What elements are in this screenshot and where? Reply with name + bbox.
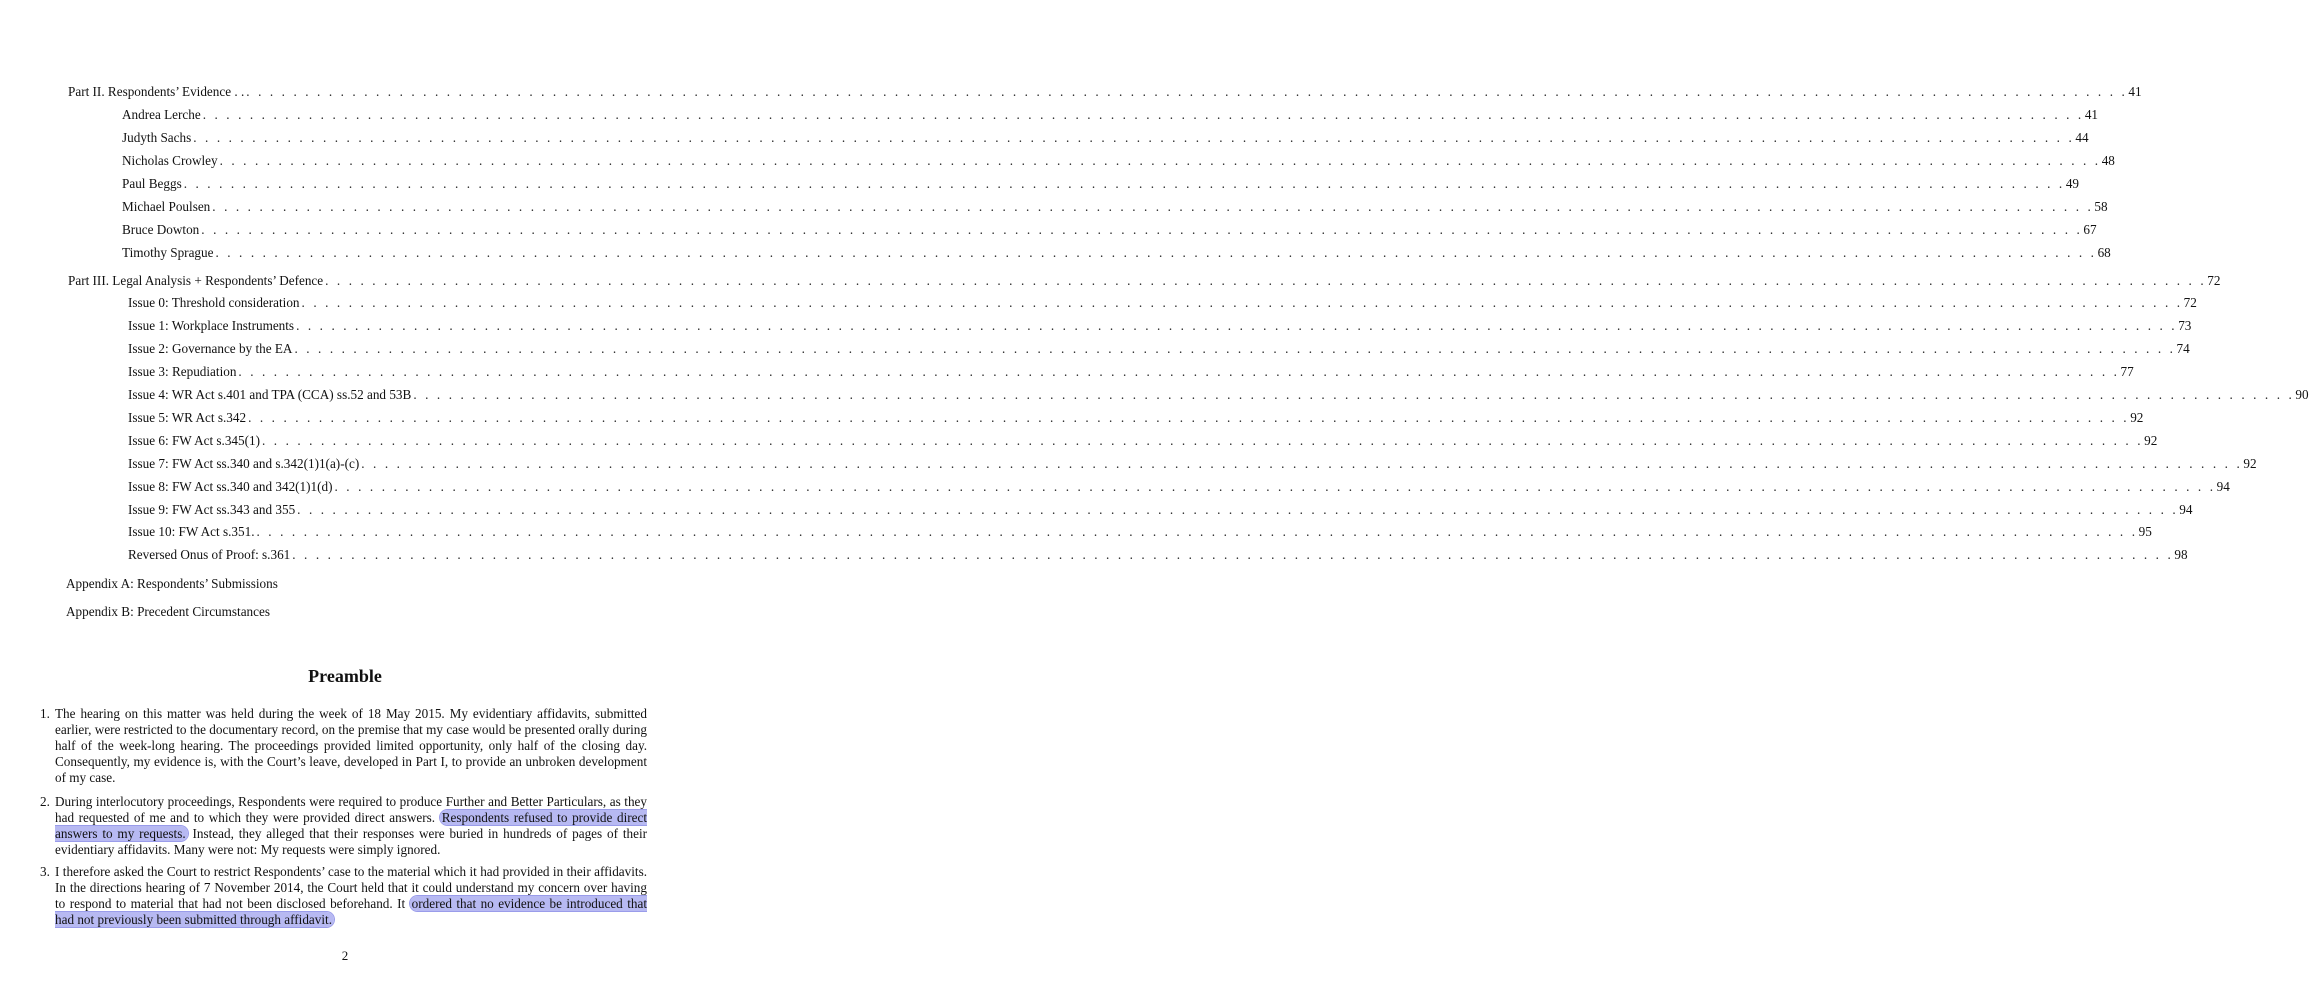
toc-entry [128,295,2197,311]
toc-entry-page: 68 [2097,245,2111,260]
toc-entry [122,176,2080,192]
toc-entry [122,245,2111,261]
toc-leader-dots: . . . . . . . . . . . . . . . . . . . . . . . . . . . . . . . . . . . . . . . . . . . . . . . . . . . . . . . . . . . . . . . . . . . . . . . . . . . . . . . . . . . . . . . . . . . . . . . . . . . . . . . . . . . . . . . . . . . . . . . . . . . . . . . . . . . . . . . . . . . . . . . . . . . . . . . . . . . . . . . . [202,107,2084,122]
paragraph-text: Instead, they alleged that their responses were buried in hundreds of pages of their evidentiary affidavits. Many were not: My requests were simply ignored. [55,826,647,857]
toc-entry-label: Issue 1: Workplace Instruments [128,318,295,333]
toc-entry-page: 48 [2101,153,2115,168]
toc-entry-label: Judyth Sachs [122,130,192,145]
toc-entry [122,130,2089,146]
toc-entry-page: 58 [2094,199,2108,214]
toc-entry [128,502,2193,518]
toc-entry-label: Paul Beggs [122,176,182,191]
toc-entry-page: 73 [2178,318,2192,333]
toc-entry-label: Issue 10: FW Act s.351. [128,524,255,539]
toc-entry-label: Issue 2: Governance by the EA [128,341,293,356]
toc-leader-dots: . . . . . . . . . . . . . . . . . . . . . . . . . . . . . . . . . . . . . . . . . . . . . . . . . . . . . . . . . . . . . . . . . . . . . . . . . . . . . . . . . . . . . . . . . . . . . . . . . . . . . . . . . . . . . . . . . . . . . . . . . . . . . . . . . . . . . . . . . . . . . . . . . . . . . . . . . . . . . . . . [361,456,2243,471]
paragraph-number: 3. [40,864,50,879]
toc-entry [68,273,2221,289]
toc-entry-label: Bruce Dowton [122,222,200,237]
toc-entry-page: 41 [2128,84,2142,99]
toc-entry-label: Issue 6: FW Act s.345(1) [128,433,260,448]
toc-entry-page: 74 [2176,341,2190,356]
toc-entry-page: 90 [2295,387,2309,402]
toc-entry-page: 94 [2216,479,2230,494]
paragraph-1 [40,706,647,786]
paragraph-number: 1. [40,706,50,721]
toc-leader-dots: . . . . . . . . . . . . . . . . . . . . . . . . . . . . . . . . . . . . . . . . . . . . . . . . . . . . . . . . . . . . . . . . . . . . . . . . . . . . . . . . . . . . . . . . . . . . . . . . . . . . . . . . . . . . . . . . . . . . . . . . . . . . . . . . . . . . . . . . . . . . . . . . . . . . . . . . . . . . . . . . [325,273,2207,288]
toc-entry-page: 67 [2083,222,2097,237]
toc-entry-label: Timothy Sprague [122,245,214,260]
toc-leader-dots: . . . . . . . . . . . . . . . . . . . . . . . . . . . . . . . . . . . . . . . . . . . . . . . . . . . . . . . . . . . . . . . . . . . . . . . . . . . . . . . . . . . . . . . . . . . . . . . . . . . . . . . . . . . . . . . . . . . . . . . . . . . . . . . . . . . . . . . . . . . . . . . . . . . . . . . . . . . . . . . . [193,130,2075,145]
toc-entry [128,387,2309,403]
toc-entry-label: Part III. Legal Analysis + Respondents’ Defence [68,273,324,288]
toc-entry [128,364,2134,380]
toc-leader-dots: . . . . . . . . . . . . . . . . . . . . . . . . . . . . . . . . . . . . . . . . . . . . . . . . . . . . . . . . . . . . . . . . . . . . . . . . . . . . . . . . . . . . . . . . . . . . . . . . . . . . . . . . . . . . . . . . . . . . . . . . . . . . . . . . . . . . . . . . . . . . . . . . . . . . . . . . . . . . . . . . [219,153,2101,168]
toc-entry [122,153,2115,169]
toc-entry-page: 92 [2243,456,2257,471]
toc-leader-dots: . . . . . . . . . . . . . . . . . . . . . . . . . . . . . . . . . . . . . . . . . . . . . . . . . . . . . . . . . . . . . . . . . . . . . . . . . . . . . . . . . . . . . . . . . . . . . . . . . . . . . . . . . . . . . . . . . . . . . . . . . . . . . . . . . . . . . . . . . . . . . . . . . . . . . . . . . . . . . . . . [183,176,2065,191]
toc-entry-label: Issue 9: FW Act ss.343 and 355 [128,502,296,517]
toc-entry [128,410,2144,426]
toc-entry [68,84,2142,100]
toc-entry-label: Issue 7: FW Act ss.340 and s.342(1)1(a)-(c) [128,456,360,471]
paragraph-text: I therefore asked the Court to restrict Respondents’ case to the material which it had provided in their affidavits. In the directions hearing of 7 November 2014, the Court held that it could understand my concern over having to respond to material that had not been disclosed beforehand. It [55,864,647,911]
toc-entry-label: Michael Poulsen [122,199,211,214]
highlighted-text[interactable]: ordered that no evidence be introduced that had not previously been submitted through affidavit. [55,896,647,927]
toc-entry [122,199,2108,215]
toc-leader-dots: . . . . . . . . . . . . . . . . . . . . . . . . . . . . . . . . . . . . . . . . . . . . . . . . . . . . . . . . . . . . . . . . . . . . . . . . . . . . . . . . . . . . . . . . . . . . . . . . . . . . . . . . . . . . . . . . . . . . . . . . . . . . . . . . . . . . . . . . . . . . . . . . . . . . . . . . . . . . . . . . [294,341,2176,356]
toc-entry-page: 41 [2084,107,2099,122]
toc-leader-dots: . . . . . . . . . . . . . . . . . . . . . . . . . . . . . . . . . . . . . . . . . . . . . . . . . . . . . . . . . . . . . . . . . . . . . . . . . . . . . . . . . . . . . . . . . . . . . . . . . . . . . . . . . . . . . . . . . . . . . . . . . . . . . . . . . . . . . . . . . . . . . . . . . . . . . . . . . . . . . . . . [248,410,2130,425]
appendix-a: Appendix A: Respondents’ Submissions [66,576,278,591]
toc-entry-page: 92 [2130,410,2144,425]
toc-entry [128,318,2192,334]
paragraph-text: The hearing on this matter was held during the week of 18 May 2015. My evidentiary affidavits, submitted earlier, were restricted to the documentary record, on the premise that my case would be presented orally during half of the week-long hearing. The proceedings provided limited opportunity, only half of the closing day. Consequently, my evidence is, with the Court’s leave, developed in Part I, to provide an unbroken development of my case. [55,706,647,785]
toc-leader-dots: . . . . . . . . . . . . . . . . . . . . . . . . . . . . . . . . . . . . . . . . . . . . . . . . . . . . . . . . . . . . . . . . . . . . . . . . . . . . . . . . . . . . . . . . . . . . . . . . . . . . . . . . . . . . . . . . . . . . . . . . . . . . . . . . . . . . . . . . . . . . . . . . . . . . . . . . . . . . . . . . [212,199,2094,214]
toc-entry-page: 44 [2075,130,2089,145]
toc-entry [128,456,2257,472]
toc-entry [128,341,2190,357]
toc-entry-label: Part II. Respondents’ Evidence . . [68,84,245,99]
toc-entry [128,524,2152,540]
toc-entry-page: 98 [2174,547,2188,562]
paragraph-number: 2. [40,794,50,809]
toc-entry-label: Reversed Onus of Proof: s.361 [128,547,291,562]
toc-leader-dots: . . . . . . . . . . . . . . . . . . . . . . . . . . . . . . . . . . . . . . . . . . . . . . . . . . . . . . . . . . . . . . . . . . . . . . . . . . . . . . . . . . . . . . . . . . . . . . . . . . . . . . . . . . . . . . . . . . . . . . . . . . . . . . . . . . . . . . . . . . . . . . . . . . . . . . . . . . . . . . . . [246,84,2128,99]
toc-entry-label: Issue 5: WR Act s.342 [128,410,247,425]
highlighted-text[interactable]: Respondents refused to provide direct answers to my requests. [55,810,647,841]
toc-entry-page: 94 [2179,502,2193,517]
section-title: Preamble [308,666,382,686]
toc-entry [128,547,2188,563]
toc-entry-page: 95 [2138,524,2152,539]
toc-entry-label: Issue 8: FW Act ss.340 and 342(1)1(d) [128,479,333,494]
paragraph-2 [40,794,647,858]
page-number: 2 [341,948,349,963]
toc-leader-dots: . . . . . . . . . . . . . . . . . . . . . . . . . . . . . . . . . . . . . . . . . . . . . . . . . . . . . . . . . . . . . . . . . . . . . . . . . . . . . . . . . . . . . . . . . . . . . . . . . . . . . . . . . . . . . . . . . . . . . . . . . . . . . . . . . . . . . . . . . . . . . . . . . . . . . . . . . . . . . . . . [201,222,2083,237]
toc-leader-dots: . . . . . . . . . . . . . . . . . . . . . . . . . . . . . . . . . . . . . . . . . . . . . . . . . . . . . . . . . . . . . . . . . . . . . . . . . . . . . . . . . . . . . . . . . . . . . . . . . . . . . . . . . . . . . . . . . . . . . . . . . . . . . . . . . . . . . . . . . . . . . . . . . . . . . . . . . . . . . . . . [301,295,2183,310]
toc-entry-page: 77 [2120,364,2134,379]
toc-entry-label: Andrea Lerche [122,107,201,122]
toc-entry-page: 49 [2065,176,2080,191]
toc-leader-dots: . . . . . . . . . . . . . . . . . . . . . . . . . . . . . . . . . . . . . . . . . . . . . . . . . . . . . . . . . . . . . . . . . . . . . . . . . . . . . . . . . . . . . . . . . . . . . . . . . . . . . . . . . . . . . . . . . . . . . . . . . . . . . . . . . . . . . . . . . . . . . . . . . . . . . . . . . . . . . . . . [256,524,2138,539]
toc-entry-page: 72 [2183,295,2197,310]
toc-entry-label: Nicholas Crowley [122,153,218,168]
toc-leader-dots: . . . . . . . . . . . . . . . . . . . . . . . . . . . . . . . . . . . . . . . . . . . . . . . . . . . . . . . . . . . . . . . . . . . . . . . . . . . . . . . . . . . . . . . . . . . . . . . . . . . . . . . . . . . . . . . . . . . . . . . . . . . . . . . . . . . . . . . . . . . . . . . . . . . . . . . . . . . . . . . . [413,387,2295,402]
toc-entry-page: 92 [2144,433,2158,448]
toc-leader-dots: . . . . . . . . . . . . . . . . . . . . . . . . . . . . . . . . . . . . . . . . . . . . . . . . . . . . . . . . . . . . . . . . . . . . . . . . . . . . . . . . . . . . . . . . . . . . . . . . . . . . . . . . . . . . . . . . . . . . . . . . . . . . . . . . . . . . . . . . . . . . . . . . . . . . . . . . . . . . . . . . [262,433,2144,448]
toc-leader-dots: . . . . . . . . . . . . . . . . . . . . . . . . . . . . . . . . . . . . . . . . . . . . . . . . . . . . . . . . . . . . . . . . . . . . . . . . . . . . . . . . . . . . . . . . . . . . . . . . . . . . . . . . . . . . . . . . . . . . . . . . . . . . . . . . . . . . . . . . . . . . . . . . . . . . . . . . . . . . . . . . [334,479,2216,494]
toc-entry-label: Issue 0: Threshold consideration [128,295,300,310]
paragraph-3 [40,864,647,928]
toc-entry-page: 72 [2207,273,2221,288]
toc-entry [122,222,2097,238]
paragraph-text: During interlocutory proceedings, Respondents were required to produce Further and Better Particulars, as they had requested of me and to which they were provided direct answers. [55,794,647,825]
toc-entry-label: Issue 3: Repudiation [128,364,237,379]
toc-leader-dots: . . . . . . . . . . . . . . . . . . . . . . . . . . . . . . . . . . . . . . . . . . . . . . . . . . . . . . . . . . . . . . . . . . . . . . . . . . . . . . . . . . . . . . . . . . . . . . . . . . . . . . . . . . . . . . . . . . . . . . . . . . . . . . . . . . . . . . . . . . . . . . . . . . . . . . . . . . . . . . . . [215,245,2097,260]
toc-leader-dots: . . . . . . . . . . . . . . . . . . . . . . . . . . . . . . . . . . . . . . . . . . . . . . . . . . . . . . . . . . . . . . . . . . . . . . . . . . . . . . . . . . . . . . . . . . . . . . . . . . . . . . . . . . . . . . . . . . . . . . . . . . . . . . . . . . . . . . . . . . . . . . . . . . . . . . . . . . . . . . . . [238,364,2120,379]
toc-leader-dots: . . . . . . . . . . . . . . . . . . . . . . . . . . . . . . . . . . . . . . . . . . . . . . . . . . . . . . . . . . . . . . . . . . . . . . . . . . . . . . . . . . . . . . . . . . . . . . . . . . . . . . . . . . . . . . . . . . . . . . . . . . . . . . . . . . . . . . . . . . . . . . . . . . . . . . . . . . . . . . . . [297,502,2179,517]
toc-entry [128,479,2230,495]
toc-leader-dots: . . . . . . . . . . . . . . . . . . . . . . . . . . . . . . . . . . . . . . . . . . . . . . . . . . . . . . . . . . . . . . . . . . . . . . . . . . . . . . . . . . . . . . . . . . . . . . . . . . . . . . . . . . . . . . . . . . . . . . . . . . . . . . . . . . . . . . . . . . . . . . . . . . . . . . . . . . . . . . . . [292,547,2174,562]
toc-leader-dots: . . . . . . . . . . . . . . . . . . . . . . . . . . . . . . . . . . . . . . . . . . . . . . . . . . . . . . . . . . . . . . . . . . . . . . . . . . . . . . . . . . . . . . . . . . . . . . . . . . . . . . . . . . . . . . . . . . . . . . . . . . . . . . . . . . . . . . . . . . . . . . . . . . . . . . . . . . . . . . . . [296,318,2178,333]
appendix-b: Appendix B: Precedent Circumstances [66,604,270,619]
toc-entry-label: Issue 4: WR Act s.401 and TPA (CCA) ss.52 and 53B [128,387,412,402]
toc-entry [122,107,2099,123]
toc-entry [128,433,2158,449]
